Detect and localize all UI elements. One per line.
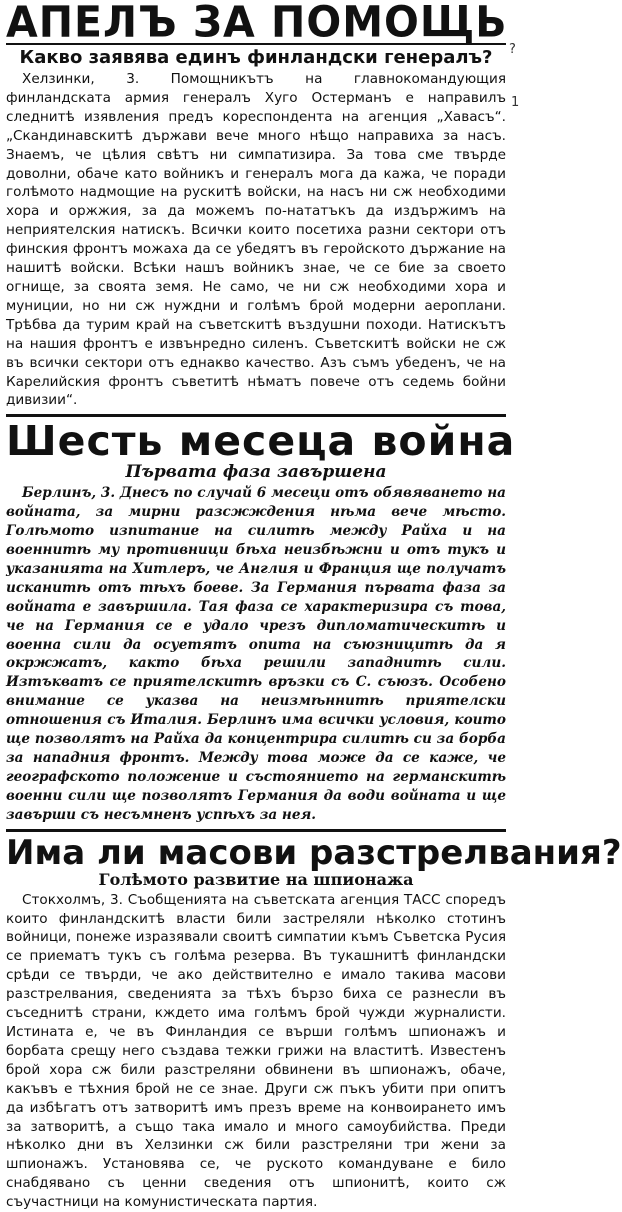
margin-fragment: ? [509, 42, 516, 57]
article-body-appeal: Хелзинки, 3. Помощникътъ на главнокомандующия финландската армия генералъ Хуго Остерманъ е направилъ следнитѣ изявления предъ кореспондента на агенция „Хавасъ“. „Скандинавскитѣ държави вече много нѣщо направиха за насъ. Знаемъ, че цѣлия свѣтъ ни симпатизира. За това сме твърде доволни, обаче като войникъ и генералъ мога да кажа, че поради голѣмото надмощие на рускитѣ войски, на насъ ни сж необходими хора и оржжия, за да можемъ по-нататъкъ да издържимъ на неприятелския натискъ. Всички които посетиха разни сектори отъ финския фронтъ можаха да се убедятъ въ геройското държание на нашитѣ войски. Всѣки нашъ войникъ знае, че се бие за своето огнище, за своята земя. Не само, че ни сж необходими хора и муниции, но ни сж нуждни и голѣмъ брой модерни аероплани. Трѣбва да турим край на съветскитѣ въздушни походи. Натискътъ на нашия фронтъ е извънредно силенъ. Съветскитѣ войски не сж въ всички сектори отъ еднакво качество. Азъ съмъ убеденъ, че на Карелийския фронтъ съветитѣ нѣматъ повече отъ седемь бойни дивизии“. [6, 71, 506, 409]
headline-six-months: Шесть месеца война [6, 417, 516, 466]
headline-appeal: АПЕЛЪ ЗА ПОМОЩЬ [6, 0, 508, 48]
headline-executions: Има ли масови разстрелвания? [6, 832, 622, 873]
subheadline-six-months: Първата фаза завършена [125, 462, 387, 483]
article-appeal [6, 2, 506, 410]
divider [6, 829, 506, 832]
subheadline-appeal: Какво заявява единъ финландски генералъ? [19, 47, 493, 68]
newspaper-page [6, 0, 622, 1212]
subheadline-executions: Голѣмото развитие на шпионажа [98, 869, 414, 889]
article-six-months [6, 417, 516, 824]
article-body-executions: Стокхолмъ, 3. Съобщенията на съветската агенция ТАСС споредъ които финландскитѣ власти били застреляли нѣколко стотинъ войници, понеже изразявали своитѣ симпатии къмъ Съветска Русия се приематъ тукъ съ голѣма резерва. Въ тукашнитѣ финландски срѣди се твърди, че ако действително е имало такива масови разстрелвания, сведенията за тѣхъ бързо биха се разнесли въ съседнитѣ страни, кждето има голѣмъ брой чужди журналисти. Истината е, че въ Финландия се върши голѣмъ шпионажъ и борбата срещу него създава тежки грижи на властитѣ. Известенъ брой хора сж били разстреляни обвинени въ шпионажъ, обаче, какъвъ е тѣхния брой не се знае. Други сж пъкъ убити при опитъ да избѣгатъ отъ затворитѣ имъ презъ време на конвоирането имъ за затворитѣ, а също така имало и много самоубийства. Преди нѣколко дни въ Хелзинки сж били разстреляни три жени за шпионажъ. Установява се, че рускотo командуване е било снабдявано съ ценни сведения отъ шпионитѣ, които сж съучастници на комунистическата партия. [6, 891, 506, 1211]
margin-fragment: 1 [511, 95, 520, 110]
article-executions [6, 832, 622, 1212]
article-body-six-months: Берлинъ, 3. Днесъ по случай 6 месеци отъ обявяването на войната, за мирни разсжждения нѣма вече мѣсто. Голѣмото изпитание на силитѣ между Райха и на военнитѣ му противници бѣха неизбѣжни и отъ тукъ и указанията на Хитлеръ, че Англия и Франция ще получатъ исканитѣ отъ тѣхъ боеве. За Германия първата фаза за войната е завършила. Тая фаза се характеризира съ това, че на Германия се е удало чрезъ дипломатическитѣ и военна сили да осуетятъ опита на съюзницитѣ да я окржжатъ, както бѣха решили западнитѣ сили. Изтъкватъ се приятелскитѣ връзки съ С. съюзъ. Особено внимание се указва на неизмѣннитѣ приятелски отношения съ Италия. Берлинъ има всички условия, които ще позволятъ на Райха да концентрира силитѣ си за борба за нападния фронтъ. Между това може да се каже, че географското положение и състоянието на германскитѣ военни сили ще позволятъ Германия да води войната и ще завърши съ несъмненъ успѣхъ за нея. [6, 485, 506, 823]
